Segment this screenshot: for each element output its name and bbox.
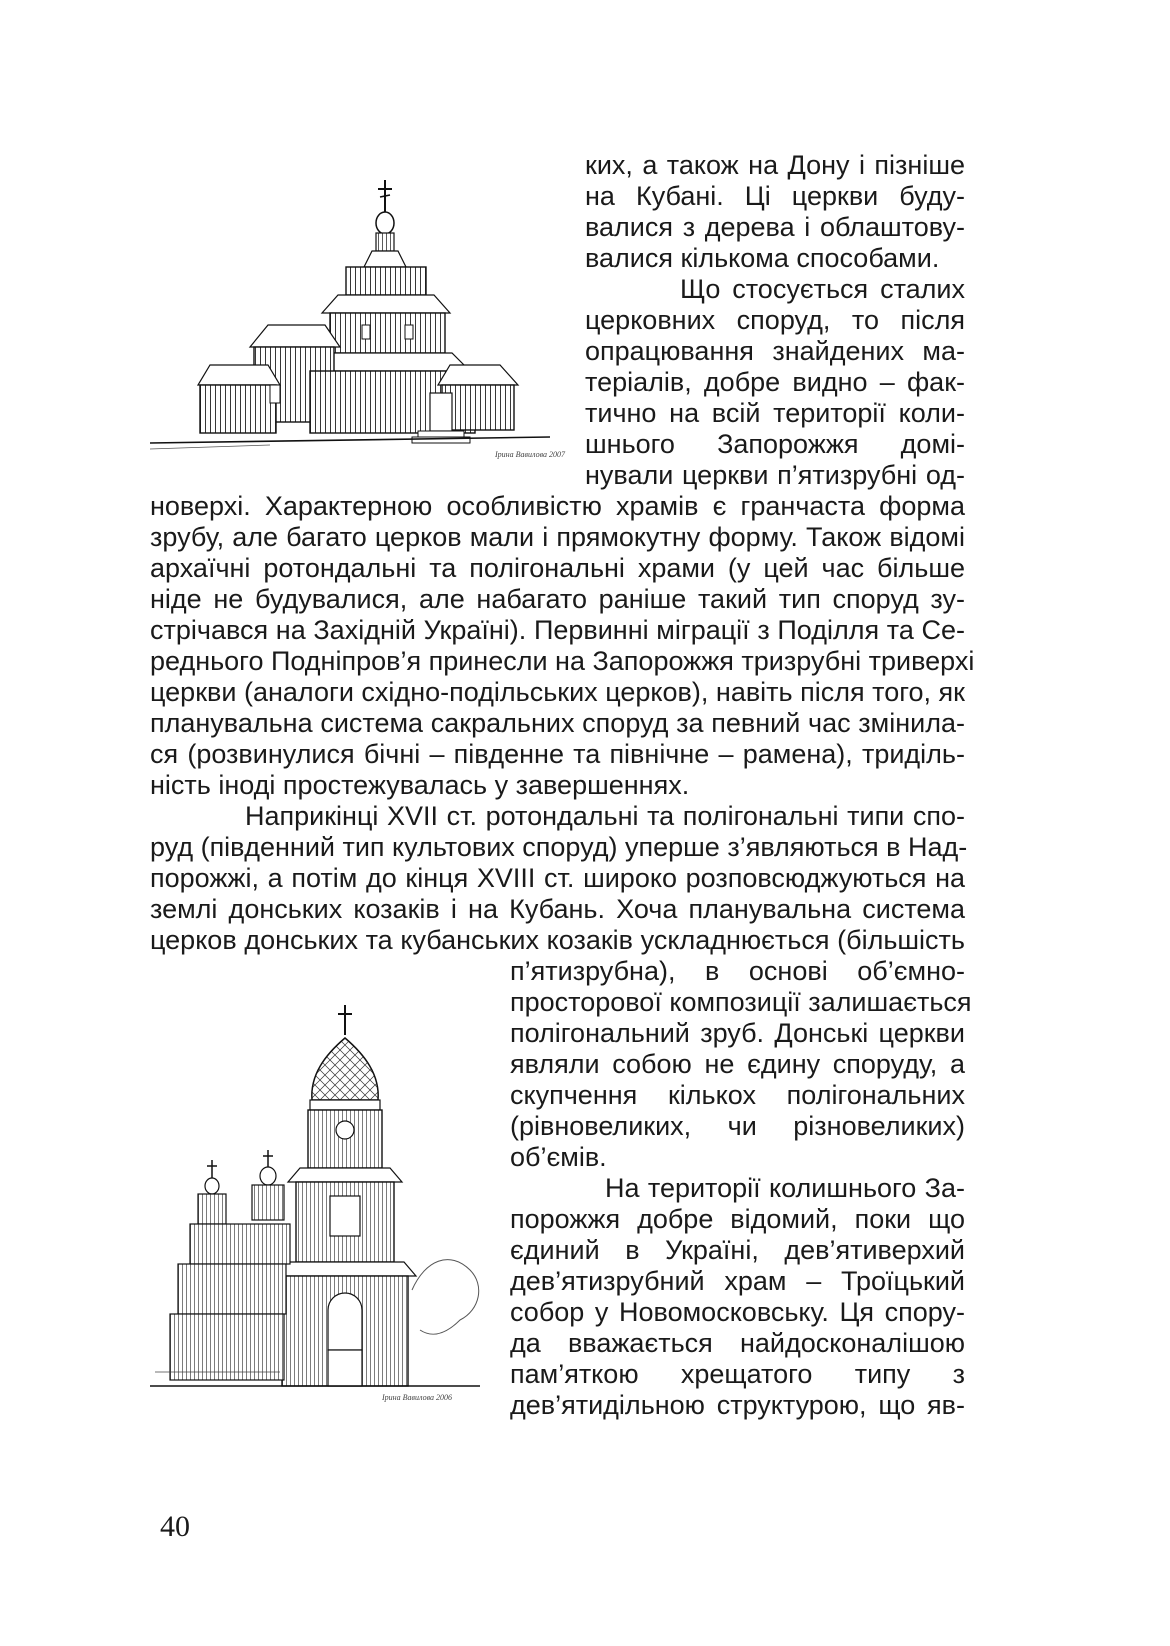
text-line: на Кубані. Ці церкви буду- <box>585 181 965 211</box>
text-line: ся (розвинулися бічні – південне та північне – рамена), триділь- <box>150 739 965 769</box>
text-line: стрічався на Західній Україні). Первинні міграції з Поділля та Се- <box>150 615 965 645</box>
text-line: теріалів, добре видно – фак- <box>585 367 965 397</box>
text-line: тично на всій території коли- <box>585 398 965 428</box>
text-line: п’ятизрубна), в основі об’ємно- <box>510 956 965 986</box>
text-line: ких, а також на Дону і пізніше <box>585 150 965 180</box>
text-line: валися з дерева і облаштову- <box>585 212 965 242</box>
text-line: єдиний в Україні, дев’ятиверхий <box>510 1235 965 1265</box>
page-number: 40 <box>160 1510 190 1543</box>
text-line: да вважається найдосконалішою <box>510 1328 965 1358</box>
text-line: На території колишнього За- <box>605 1173 965 1203</box>
text-line: являли собою не єдину споруду, а <box>510 1049 965 1079</box>
text-line: скупчення кількох полігональних <box>510 1080 965 1110</box>
text-line: церкви (аналоги східно-подільських церков), навіть після того, як <box>150 677 965 707</box>
text-line: зрубу, але багато церков мали і прямокутну форму. Також відомі <box>150 522 965 552</box>
church-illustration-top <box>150 175 570 465</box>
artist-signature-top: Ірина Вавилова 2007 <box>495 450 565 459</box>
text-line: планувальна система сакральних споруд за певний час змінила- <box>150 708 965 738</box>
text-line: порожжя добре відомий, поки що <box>510 1204 965 1234</box>
text-line: пам’яткою хрещатого типу з <box>510 1359 965 1389</box>
text-line: землі донських козаків і на Кубань. Хоча планувальна система <box>150 894 965 924</box>
text-line: ність іноді простежувалась у завершеннях. <box>150 770 690 800</box>
text-line: реднього Подніпров’я принесли на Запорожжя тризрубні триверхі <box>150 646 975 676</box>
text-line: архаїчні ротондальні та полігональні храми (у цей час більше <box>150 553 965 583</box>
text-line: собор у Новомосковську. Ця спору- <box>510 1297 965 1327</box>
text-line: полігональний зруб. Донські церкви <box>510 1018 965 1048</box>
church-illustration-bottom <box>150 1000 490 1410</box>
text-line: опрацювання знайдених ма- <box>585 336 965 366</box>
text-line: просторової композиції залишається <box>510 987 972 1017</box>
text-line: шнього Запорожжя домі- <box>585 429 965 459</box>
text-line: Наприкінці XVII ст. ротондальні та полігональні типи спо- <box>245 801 965 831</box>
text-line: нували церкви п’ятизрубні од- <box>585 460 965 490</box>
text-line: порожжі, а потім до кінця XVIII ст. широко розповсюджуються на <box>150 863 965 893</box>
text-line: об’ємів. <box>510 1142 607 1172</box>
text-line: новерхі. Характерною особливістю храмів є гранчаста форма <box>150 491 965 521</box>
text-line: церков донських та кубанських козаків ускладнюється (більшість <box>150 925 965 955</box>
text-line: дев’ятизрубний храм – Троїцький <box>510 1266 965 1296</box>
wooden-church-drawing-icon <box>150 175 570 465</box>
artist-signature-bottom: Ірина Вавилова 2006 <box>382 1393 452 1402</box>
text-line: валися кількома способами. <box>585 243 940 273</box>
trinity-cathedral-drawing-icon <box>150 1000 490 1410</box>
text-line: церковних споруд, то після <box>585 305 965 335</box>
text-line: дев’ятидільною структурою, що яв- <box>510 1390 965 1420</box>
text-line: ніде не будувалися, але набагато раніше такий тип споруд зу- <box>150 584 965 614</box>
text-line: Що стосується сталих <box>680 274 965 304</box>
text-line: (рівновеликих, чи різновеликих) <box>510 1111 965 1141</box>
text-line: руд (південний тип культових споруд) уперше з’являються в Над- <box>150 832 968 862</box>
